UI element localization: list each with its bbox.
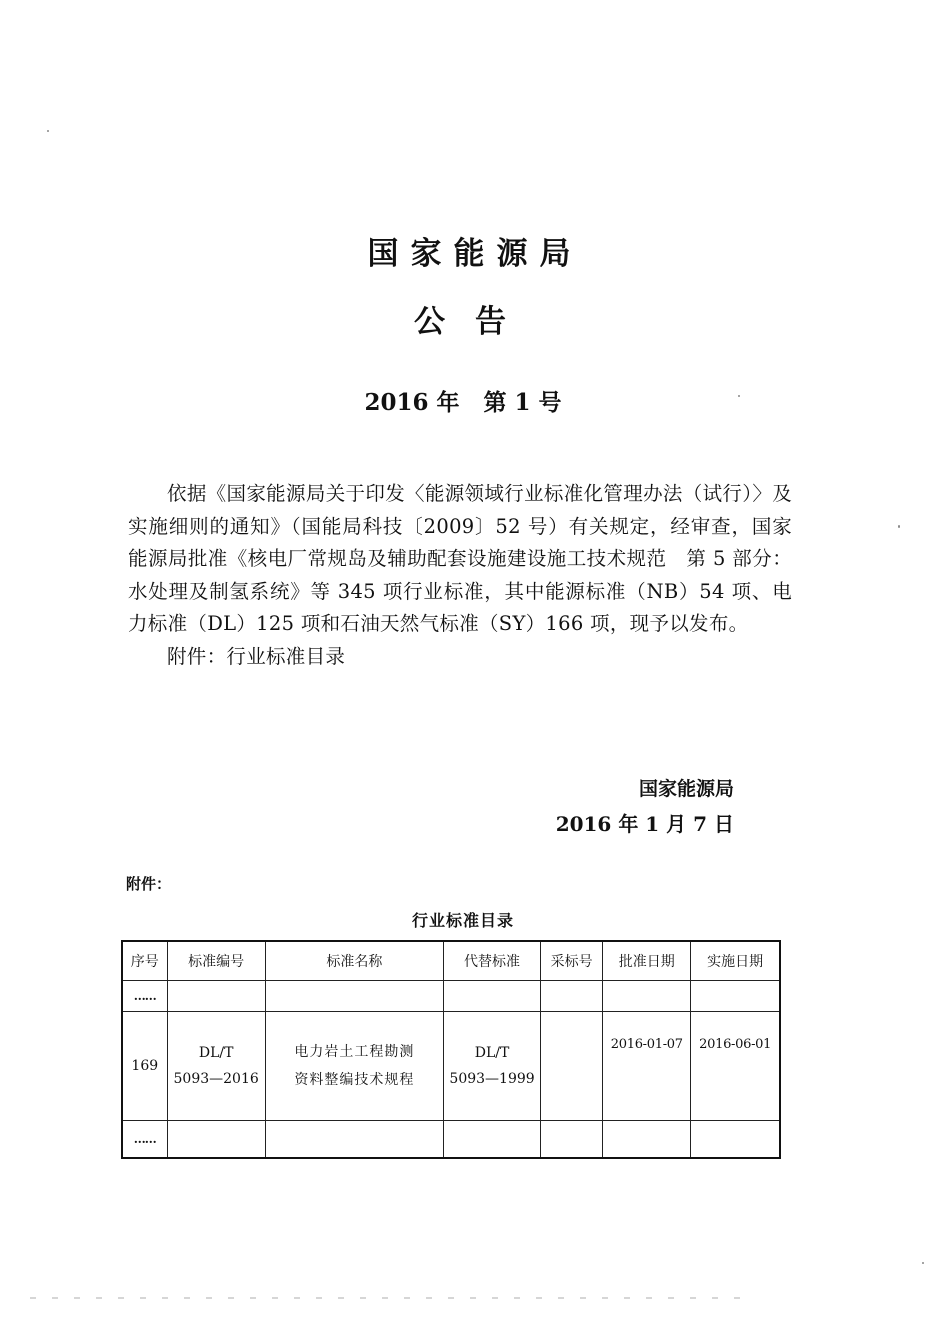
doc-type-title: 公告 bbox=[414, 304, 536, 340]
code-line: 5093—2016 bbox=[173, 1071, 259, 1087]
attachment-line: 附件：行业标准目录 bbox=[167, 644, 346, 668]
table-cell bbox=[167, 1121, 265, 1159]
column-header: 标准编号 bbox=[167, 941, 265, 981]
issue-label: 第 1 号 bbox=[483, 389, 562, 416]
column-header: 批准日期 bbox=[603, 941, 691, 981]
year-label: 2016 年 bbox=[364, 389, 460, 416]
scan-speck bbox=[922, 1262, 924, 1264]
column-header: 代替标准 bbox=[443, 941, 540, 981]
table-cell bbox=[265, 1121, 443, 1159]
body-paragraph: 依据《国家能源局关于印发〈能源领域行业标准化管理办法（试行）〉及实施细则的通知》（国能局科技〔2009〕52 号）有关规定，经审查，国家能源局批准《核电厂常规岛及辅助配套设施建设施工技术规范 第 5 部分：水处理及制氢系统》等 345 项行业标准，其中能源标准（NB）54 项、电力标准（DL）125 项和石油天然气标准（SY）166 项，现予以发布。 bbox=[128, 482, 792, 635]
table-cell bbox=[691, 1121, 780, 1159]
ellipsis-cell: …… bbox=[122, 1121, 167, 1159]
ellipsis-cell: …… bbox=[122, 981, 167, 1012]
announcement-body bbox=[128, 478, 792, 673]
approval-date-cell: 2016-01-07 bbox=[603, 1012, 691, 1121]
column-header: 采标号 bbox=[541, 941, 603, 981]
name-cell bbox=[265, 1012, 443, 1121]
effective-date-cell: 2016-06-01 bbox=[691, 1012, 780, 1121]
agency-title: 国家能源局 bbox=[367, 236, 583, 272]
table-row-ellipsis bbox=[122, 981, 780, 1012]
scan-speck bbox=[898, 525, 900, 528]
table-cell bbox=[443, 981, 540, 1012]
seq-cell: 169 bbox=[122, 1012, 167, 1121]
replaces-line: 5093—1999 bbox=[449, 1071, 535, 1087]
column-header: 序号 bbox=[122, 941, 167, 981]
signature-org: 国家能源局 bbox=[638, 778, 734, 800]
replaces-line: DL/T bbox=[474, 1045, 510, 1061]
table-cell bbox=[691, 981, 780, 1012]
scan-speck bbox=[738, 395, 740, 397]
signature-date: 2016 年 1 月 7 日 bbox=[555, 812, 734, 836]
name-line: 资料整编技术规程 bbox=[294, 1072, 415, 1088]
table-cell bbox=[603, 1121, 691, 1159]
table-cell bbox=[541, 1121, 603, 1159]
column-header: 标准名称 bbox=[265, 941, 443, 981]
table-title: 行业标准目录 bbox=[411, 911, 514, 930]
table-cell bbox=[603, 981, 691, 1012]
table-row bbox=[122, 1012, 780, 1121]
table-cell bbox=[541, 981, 603, 1012]
announcement-number bbox=[0, 384, 926, 417]
attachment-label: 附件： bbox=[126, 875, 172, 893]
table-cell bbox=[443, 1121, 540, 1159]
code-cell bbox=[167, 1012, 265, 1121]
code-line: DL/T bbox=[198, 1045, 234, 1061]
scan-speck bbox=[47, 130, 49, 132]
column-header: 实施日期 bbox=[691, 941, 780, 981]
adopt-no-cell bbox=[541, 1012, 603, 1121]
name-line: 电力岩土工程勘测 bbox=[294, 1044, 415, 1060]
table-cell bbox=[265, 981, 443, 1012]
table-row-ellipsis bbox=[122, 1121, 780, 1159]
standards-table bbox=[121, 940, 781, 1159]
scan-edge-artifact bbox=[30, 1297, 750, 1299]
replaces-cell bbox=[443, 1012, 540, 1121]
table-cell bbox=[167, 981, 265, 1012]
table-header-row bbox=[122, 941, 780, 981]
